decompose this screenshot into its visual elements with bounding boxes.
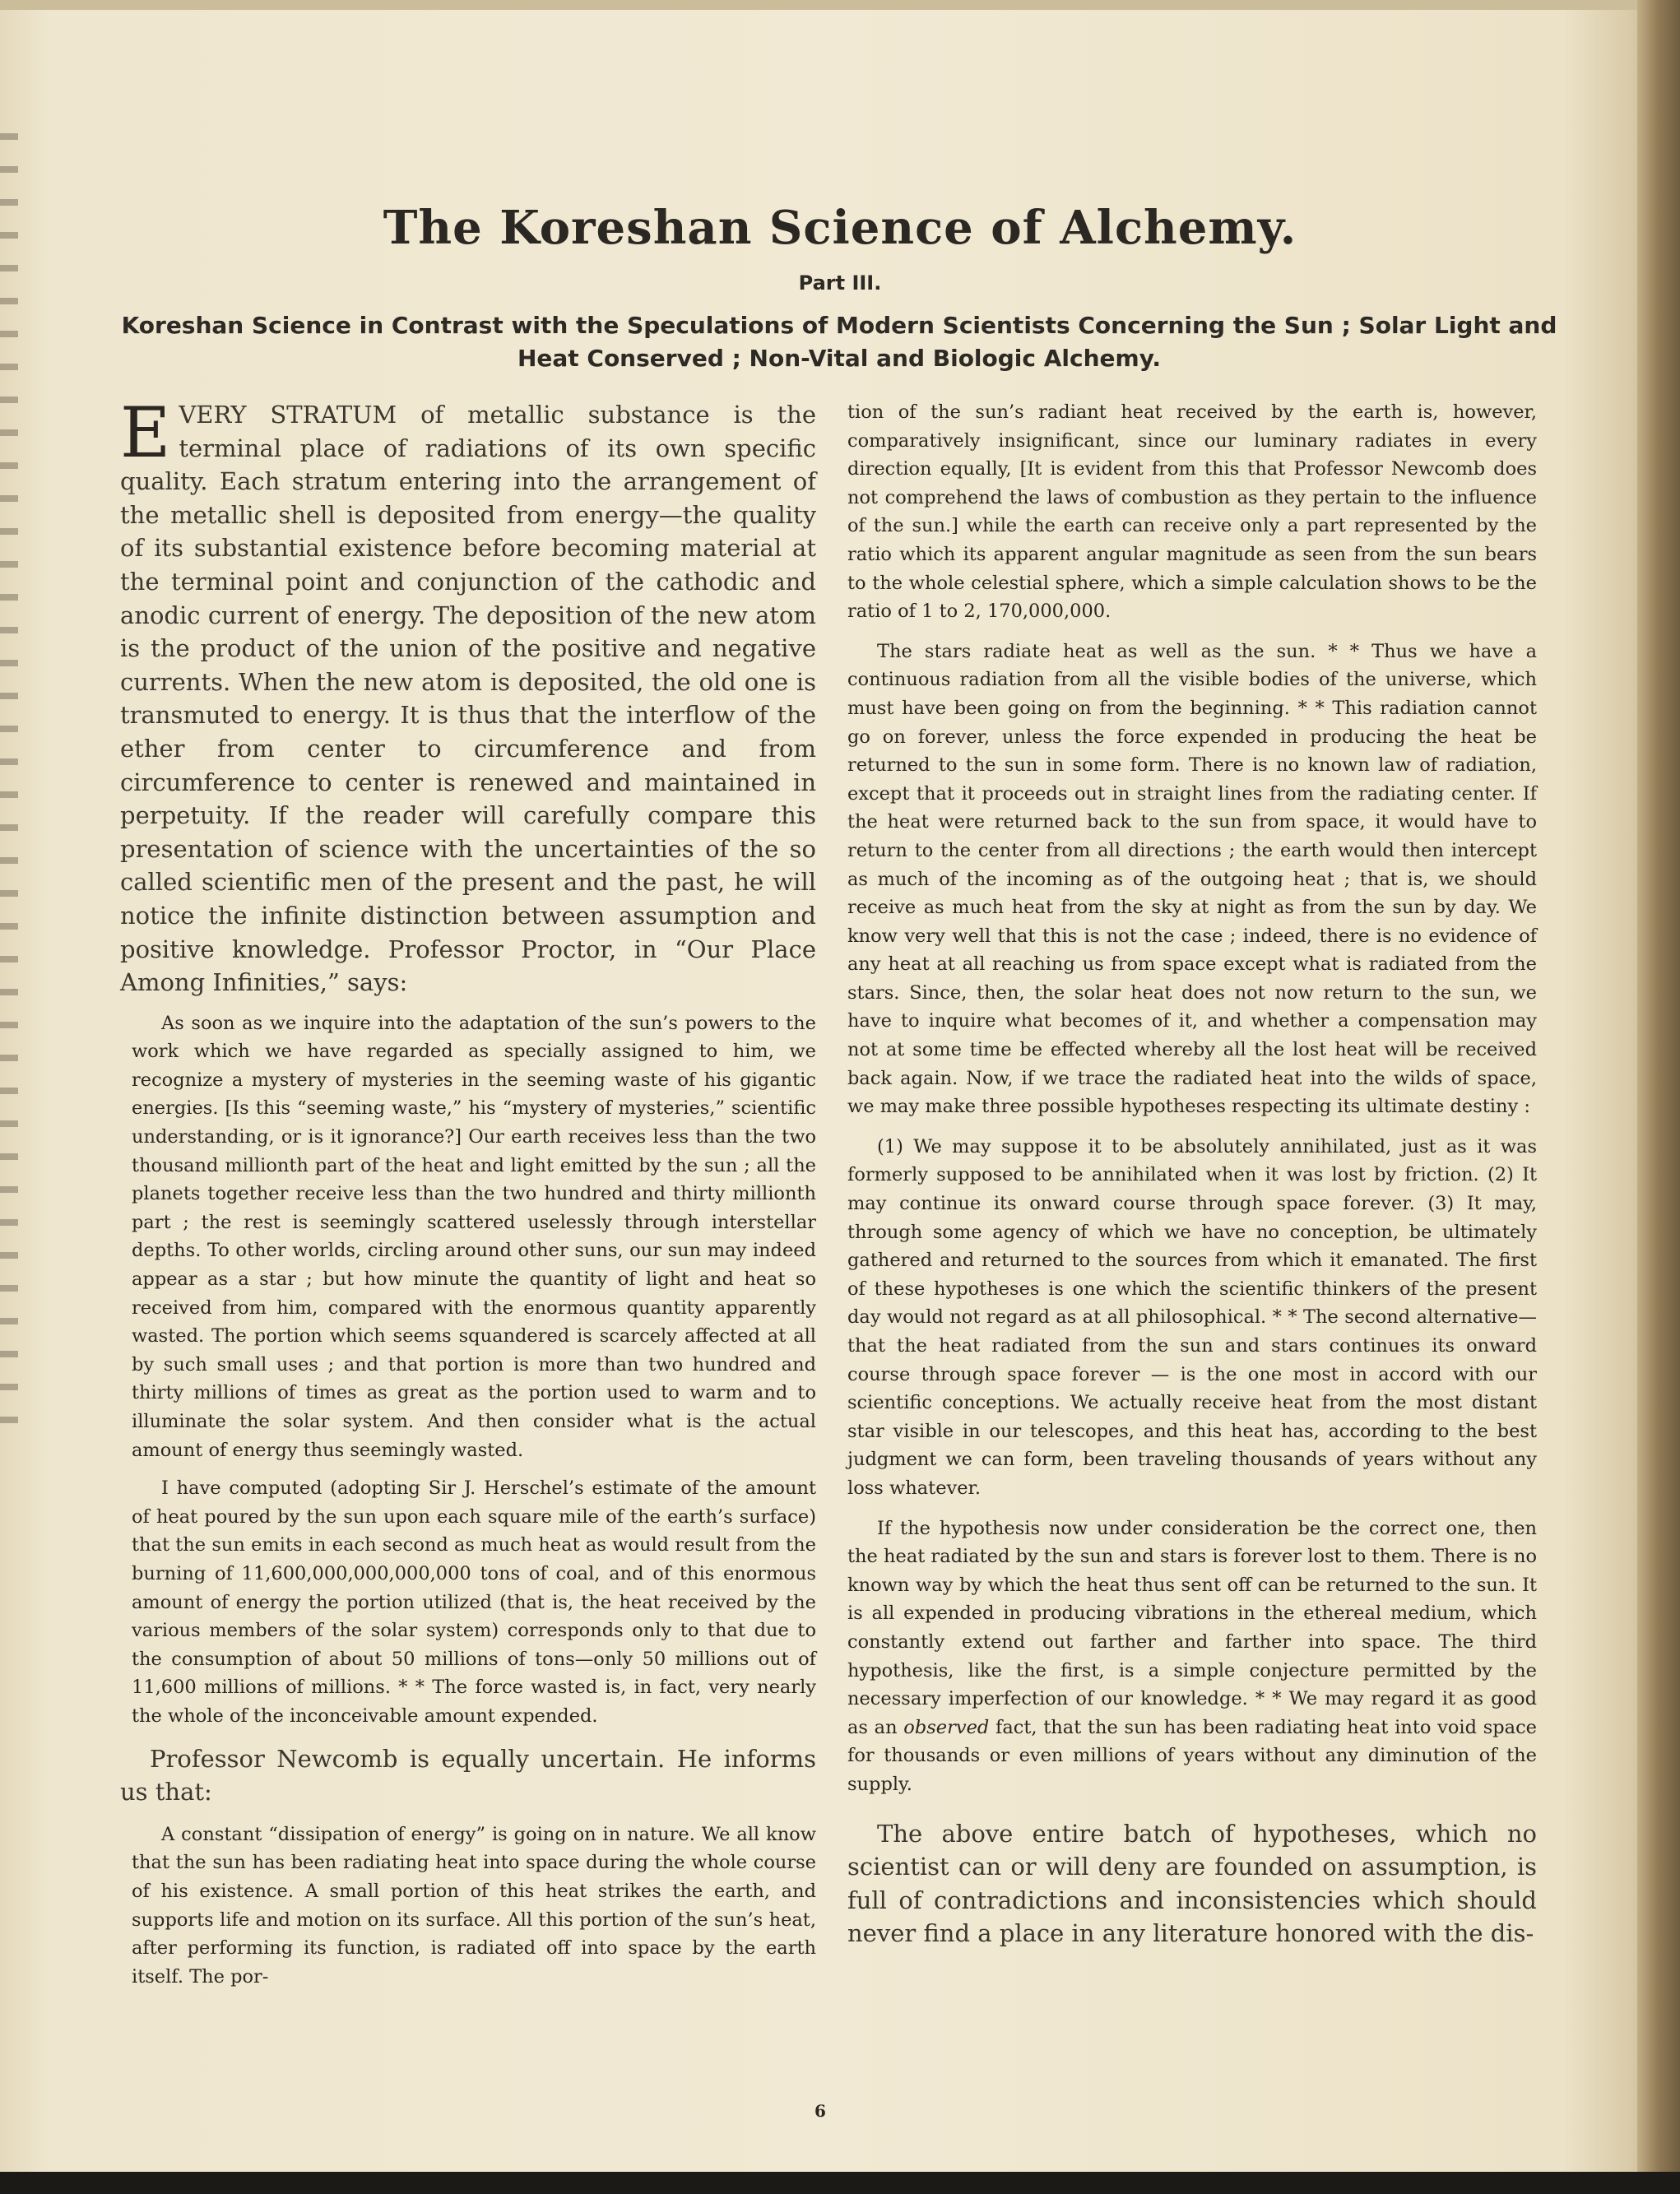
- gutter-marks: [0, 115, 18, 1431]
- hypotheses-paragraph: (1) We may suppose it to be absolutely annihilated, just as it was formerly supposed to be annihilated when it was lost by friction. (2) It may continue its onward course through space forever. (3) It may, through some agency of which we have no conception, be ultimately gathered and returned to the sources from which it emanated. The first of these hypotheses is one which the scientific thinkers of the present day would not regard as at all philosophical. * * The second alternative—that the heat radiated from the sun and stars continues its onward course through space forever — is the one most in accord with our scientific conceptions. We actually receive heat from the most distant star visible in our telescopes, and this heat has, according to the best judgment we can form, been traveling thousands of years without any loss whatever.: [847, 1135, 1537, 1499]
- observed-italic: observed: [903, 1716, 990, 1738]
- stars-paragraph: The stars radiate heat as well as the sun. * * Thus we have a continuous radiation from all the visible bodies of the universe, which must have been going on from the beginning. * * This radiation cannot go on forever, unless the force expended in producing the heat be returned to the sun in some form. There is no known law of radiation, except that it proceeds out in straight lines from the radiating center. If the heat were returned back to the sun from space, it would have to return to the center from all directions ; the earth would then intercept as much of the incoming as of the outgoing heat ; that is, we should receive as much heat from the sky at night as from the sun by day. We know very well that this is not the case ; indeed, there is no evidence of any heat at all reaching us from space except what is radiated from the stars. Since, then, the solar heat does not now return to the sun, we have to inquire what becomes of it, and whether a compensation may not at some time be effected whereby all the lost heat will be received back again. Now, if we trace the radiated heat into the wilds of space, we may make three possible hypotheses respecting its ultimate destiny :: [847, 640, 1537, 1118]
- page-spine-edge: [1637, 0, 1680, 2172]
- hypothesis-text-1: If the hypothesis now under consideration be the correct one, then the heat radiated by the sun and stars is forever lost to them. There is no known way by which the heat thus sent off can be returned to the sun. It is all expended in producing vibrations in the ethereal medium, which constantly extend out farther and farther into space. The third hypothesis, like the first, is a simple conjecture permitted by the necessary imperfection of our knowledge. * * We may regard it as good as an: [847, 1517, 1537, 1738]
- page-bottom-edge: [0, 2172, 1680, 2194]
- intro-text: VERY STRATUM of metallic substance is the terminal place of radiations of its own specific quality. Each stratum entering into the arrangement of the metallic shell is deposited from energy—the quality of its substantial existence before becoming material at the terminal point and conjunction of the cathodic and anodic current of energy. The deposition of the new atom is the product of the union of the positive and negative currents. When the new atom is deposited, the old one is transmuted to energy. It is thus that the interflow of the ether from center to circumference and from circumference to center is renewed and maintained in perpetuity. If the reader will carefully compare this presentation of science with the uncertainties of the so called scientific men of the present and the past, he will notice the infinite distinction between assumption and positive knowledge. Professor Proctor, in “Our Place Among Infinities,” says:: [120, 401, 816, 997]
- page-number: 6: [814, 2101, 826, 2121]
- intro-paragraph: [120, 392, 816, 1000]
- newcomb-intro: Professor Newcomb is equally uncertain. He informs us that:: [120, 1744, 816, 1807]
- article-subtitle: Koreshan Science in Contrast with the Speculations of Modern Scientists Concerning the Sun ; Solar Light and Heat Conserved ; Non-Vital and Biologic Alchemy.: [121, 312, 1557, 372]
- drop-cap: E: [120, 392, 171, 473]
- hypothesis-conclusion-paragraph: [847, 1514, 1537, 1799]
- proctor-quote-1: As soon as we inquire into the adaptation of the sun’s powers to the work which we have regarded as specially assigned to him, we recognize a mystery of mysteries in the seeming waste of his gigantic energies. [Is this “seeming waste,” his “mystery of mysteries,” scientific understanding, or is it ignorance?] Our earth receives less than the two thousand millionth part of the heat and light emitted by the sun ; all the planets together receive less than the two hundred and thirty millionth part ; the rest is seemingly scattered uselessly through interstellar depths. To other worlds, circling around other suns, our sun may indeed appear as a star ; but how minute the quantity of light and heat so received from him, compared with the enormous quantity apparently wasted. The portion which seems squandered is scarcely affected at all by such small uses ; and that portion is more than two hundred and thirty millions of times as great as the portion used to warm and to illuminate the solar system. And then consider what is the actual amount of energy thus seemingly wasted.: [132, 1012, 816, 1461]
- article-part: Part III.: [798, 271, 882, 295]
- newcomb-quote-continued: tion of the sun’s radiant heat received by the earth is, however, comparatively insignificant, since our luminary radiates in every direction equally, [It is evident from this that Professor Newcomb does not comprehend the laws of combustion as they pertain to the influence of the sun.] while the earth can receive only a part represented by the ratio which its apparent angular magnitude as seen from the sun bears to the whole celestial sphere, which a simple calculation shows to be the ratio of 1 to 2, 170,000,000.: [847, 401, 1537, 623]
- left-column: [120, 392, 816, 1991]
- closing-paragraph: The above entire batch of hypotheses, which no scientist can or will deny are founded on assumption, is full of contradictions and inconsistencies which should never find a place in any literature honored with the dis-: [847, 1819, 1537, 1948]
- page-top-edge: [0, 0, 1680, 10]
- newcomb-quote: A constant “dissipation of energy” is going on in nature. We all know that the sun has been radiating heat into space during the whole course of his existence. A small portion of this heat strikes the earth, and supports life and motion on its surface. All this portion of the sun’s heat, after performing its function, is radiated off into space by the earth itself. The por-: [132, 1823, 816, 1988]
- right-column: [847, 398, 1537, 1950]
- proctor-quote-2: I have computed (adopting Sir J. Herschel’s estimate of the amount of heat poured by the sun upon each square mile of the earth’s surface) that the sun emits in each second as much heat as would result from the burning of 11,600,000,000,000,000 tons of coal, and of this enormous amount of energy the portion utilized (that is, the heat received by the various members of the solar system) corresponds only to that due to the consumption of about 50 millions of tons—only 50 millions out of 11,600 millions of millions. * * The force wasted is, in fact, very nearly the whole of the inconceivable amount expended.: [132, 1477, 816, 1727]
- hypothesis-text-2: fact, that the sun has been radiating heat into void space for thousands or even millions of years without any diminution of the supply.: [847, 1716, 1537, 1795]
- article-title: The Koreshan Science of Alchemy.: [383, 201, 1297, 255]
